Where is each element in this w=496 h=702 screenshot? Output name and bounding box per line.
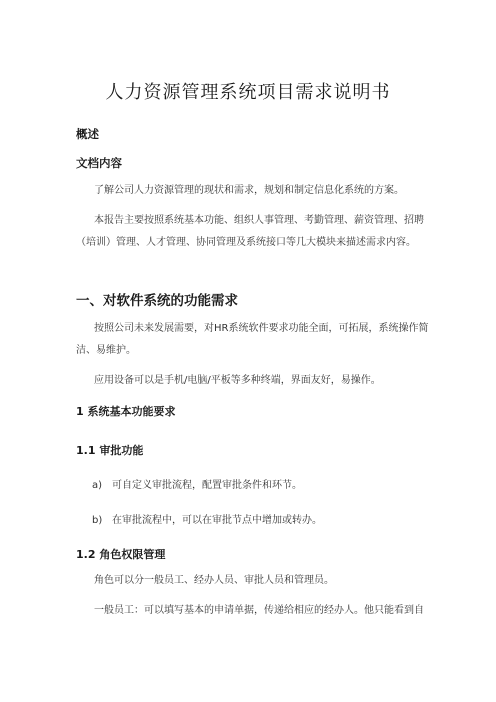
list-item-text: 可自定义审批流程，配置审批条件和环节。 xyxy=(112,480,302,491)
section-1-paragraph-1: 按照公司未来发展需要，对HR系统软件要求功能全面，可拓展，系统操作简洁、易维护。 xyxy=(76,323,429,356)
intro-paragraph-1: 了解公司人力资源管理的现状和需求，规划和制定信息化系统的方案。 xyxy=(94,185,404,196)
list-item-text: 在审批流程中，可以在审批节点中增加或转办。 xyxy=(112,515,322,526)
section-1-paragraph-2: 应用设备可以是手机/电脑/平板等多种终端，界面友好，易操作。 xyxy=(94,375,381,386)
subsection-1-2-paragraph-2: 一般员工：可以填写基本的申请单据，传递给相应的经办人。他只能看到自 xyxy=(94,605,424,616)
subsection-1-heading: 1 系统基本功能要求 xyxy=(76,405,176,418)
subsection-1-2-heading: 1.2 角色权限管理 xyxy=(76,548,166,561)
subsection-1-1-heading: 1.1 审批功能 xyxy=(76,444,144,457)
list-item xyxy=(92,476,302,491)
subsection-1-2-paragraph-1: 角色可以分一般员工、经办人员、审批人员和管理员。 xyxy=(94,575,334,586)
list-item xyxy=(92,511,322,526)
overview-heading: 概述 xyxy=(76,127,99,141)
intro-paragraph-2: 本报告主要按照系统基本功能、组织人事管理、考勤管理、薪资管理、招聘（培训）管理、人才管理、协同管理及系统接口等几大模块来描述需求内容。 xyxy=(76,215,424,248)
section-1-heading: 一、对软件系统的功能需求 xyxy=(76,293,238,309)
list-marker: a) xyxy=(92,480,103,491)
doc-content-heading: 文档内容 xyxy=(76,156,122,170)
list-marker: b) xyxy=(92,515,103,526)
document-title: 人力资源管理系统项目需求说明书 xyxy=(105,82,391,103)
